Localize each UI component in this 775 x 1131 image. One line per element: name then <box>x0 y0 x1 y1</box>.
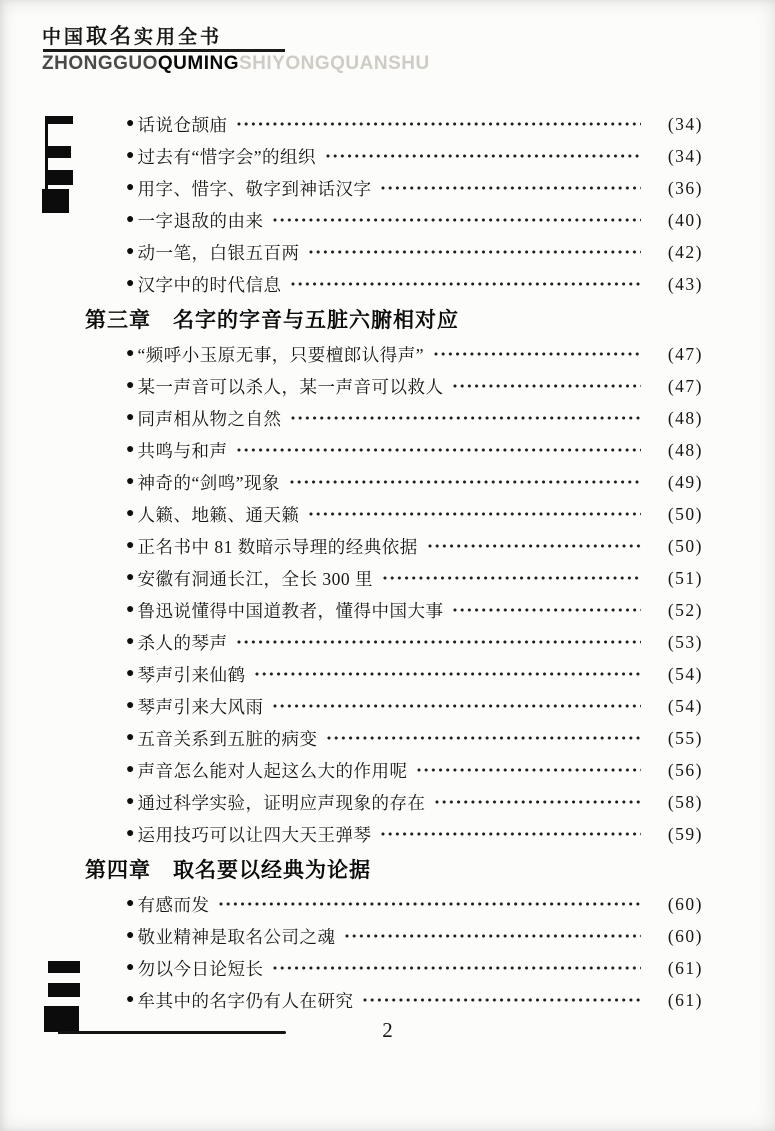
toc-page-number: (47) <box>667 375 703 396</box>
toc-chapter-row <box>0 300 775 338</box>
toc-entry-row <box>0 818 775 850</box>
toc-entry-title: 人籁、地籁、通天籁 <box>137 504 300 525</box>
toc-page-number: (60) <box>667 893 703 914</box>
bullet-icon: ● <box>126 666 135 681</box>
toc-entry-title: 五音关系到五脏的病变 <box>137 728 318 749</box>
toc-entry-title: 运用技巧可以让四大天王弹琴 <box>137 824 372 845</box>
toc-page-number: (58) <box>667 791 703 812</box>
toc-entry-title: 有感而发 <box>137 894 210 915</box>
toc-page-number: (50) <box>667 535 703 556</box>
toc-entry-title: 敬业精神是取名公司之魂 <box>137 926 336 947</box>
toc-entry-row <box>0 466 775 498</box>
toc-entry-row <box>0 204 775 236</box>
toc-page-number: (60) <box>667 925 703 946</box>
table-of-contents <box>0 108 775 1016</box>
bullet-icon: ● <box>126 826 135 841</box>
dotted-leader <box>434 352 641 356</box>
toc-page-number: (49) <box>667 471 703 492</box>
print-mark-dash <box>48 983 80 997</box>
toc-entry-title: 通过科学实验，证明应声现象的存在 <box>137 792 426 813</box>
bullet-icon: ● <box>126 730 135 745</box>
bullet-icon: ● <box>126 762 135 777</box>
toc-entry-title: 某一声音可以杀人，某一声音可以救人 <box>137 376 444 397</box>
book-title <box>42 20 742 50</box>
bullet-icon: ● <box>126 180 135 195</box>
toc-entry-title: 安徽有洞通长江，全长 300 里 <box>137 568 373 589</box>
toc-entry-title: 共鸣与和声 <box>137 440 228 461</box>
dotted-leader <box>273 966 641 970</box>
dotted-leader <box>363 998 641 1002</box>
pinyin-watermark <box>42 53 430 75</box>
bullet-icon: ● <box>126 244 135 259</box>
book-title-suffix: 实用全书 <box>134 27 223 48</box>
print-mark-dash <box>48 961 80 973</box>
bullet-icon: ● <box>126 410 135 425</box>
toc-page-number: (59) <box>667 823 703 844</box>
toc-entry-row <box>0 370 775 402</box>
toc-entry-row <box>0 530 775 562</box>
dotted-leader <box>381 186 641 190</box>
toc-entry-row <box>0 562 775 594</box>
toc-entry-row <box>0 754 775 786</box>
bullet-icon: ● <box>126 992 135 1007</box>
toc-page-number: (48) <box>667 439 703 460</box>
bullet-icon: ● <box>126 634 135 649</box>
dotted-leader <box>255 672 641 676</box>
bullet-icon: ● <box>126 474 135 489</box>
dotted-leader <box>219 902 641 906</box>
toc-entry-row <box>0 888 775 920</box>
toc-page-number: (50) <box>667 503 703 524</box>
watermark-tail: SHIYONGQUANSHU <box>239 53 430 74</box>
bullet-icon: ● <box>126 698 135 713</box>
toc-page-number: (52) <box>667 599 703 620</box>
toc-page-number: (43) <box>667 273 703 294</box>
toc-page-number: (54) <box>667 663 703 684</box>
toc-page-number: (54) <box>667 695 703 716</box>
toc-chapter-title: 第四章 取名要以经典为论据 <box>85 859 371 882</box>
dotted-leader <box>291 282 641 286</box>
dotted-leader <box>417 768 641 772</box>
toc-entry-row <box>0 338 775 370</box>
dotted-leader <box>453 608 641 612</box>
toc-chapter-row <box>0 850 775 888</box>
dotted-leader <box>237 640 641 644</box>
dotted-leader <box>435 800 641 804</box>
toc-entry-row <box>0 626 775 658</box>
toc-entry-row <box>0 658 775 690</box>
bullet-icon: ● <box>126 538 135 553</box>
toc-entry-title: 神奇的“剑鸣”现象 <box>137 472 281 493</box>
dotted-leader <box>309 250 641 254</box>
dotted-leader <box>273 218 641 222</box>
toc-entry-row <box>0 722 775 754</box>
bullet-icon: ● <box>126 442 135 457</box>
bullet-icon: ● <box>126 896 135 911</box>
toc-entry-row <box>0 434 775 466</box>
toc-page-number: (51) <box>667 567 703 588</box>
toc-entry-title: 杀人的琴声 <box>137 632 228 653</box>
toc-entry-row <box>0 268 775 300</box>
toc-page-number: (34) <box>667 145 703 166</box>
toc-page-number: (55) <box>667 727 703 748</box>
toc-entry-title: 用字、惜字、敬字到神话汉字 <box>137 178 372 199</box>
dotted-leader <box>327 736 641 740</box>
toc-chapter-title: 第三章 名字的字音与五脏六腑相对应 <box>85 309 459 332</box>
toc-entry-title: 话说仓颉庙 <box>137 114 228 135</box>
bullet-icon: ● <box>126 148 135 163</box>
toc-page-number: (42) <box>667 241 703 262</box>
toc-entry-title: 声音怎么能对人起这么大的作用呢 <box>137 760 408 781</box>
toc-entry-title: 正名书中 81 数暗示导理的经典依据 <box>137 536 418 557</box>
toc-page-number: (61) <box>667 989 703 1010</box>
dotted-leader <box>291 416 641 420</box>
bullet-icon: ● <box>126 506 135 521</box>
bullet-icon: ● <box>126 276 135 291</box>
toc-entry-title: 勿以今日论短长 <box>137 958 264 979</box>
toc-entry-title: 一字退敌的由来 <box>137 210 264 231</box>
toc-entry-title: 同声相从物之自然 <box>137 408 282 429</box>
dotted-leader <box>290 480 641 484</box>
toc-entry-title: 鲁迅说懂得中国道教者，懂得中国大事 <box>137 600 444 621</box>
dotted-leader <box>237 122 641 126</box>
bullet-icon: ● <box>126 960 135 975</box>
dotted-leader <box>273 704 641 708</box>
toc-entry-row <box>0 786 775 818</box>
dotted-leader <box>453 384 641 388</box>
toc-page-number: (36) <box>667 177 703 198</box>
dotted-leader <box>383 576 641 580</box>
toc-entry-title: 汉字中的时代信息 <box>137 274 282 295</box>
bullet-icon: ● <box>126 116 135 131</box>
dotted-leader <box>381 832 641 836</box>
dotted-leader <box>428 544 641 548</box>
toc-entry-row <box>0 984 775 1016</box>
dotted-leader <box>237 448 641 452</box>
toc-entry-row <box>0 140 775 172</box>
book-title-prefix: 中国 <box>42 27 87 48</box>
bullet-icon: ● <box>126 378 135 393</box>
watermark-main: QUMING <box>157 53 239 74</box>
toc-entry-title: 牟其中的名字仍有人在研究 <box>137 990 354 1011</box>
toc-page-number: (48) <box>667 407 703 428</box>
dotted-leader <box>326 154 641 158</box>
bullet-icon: ● <box>126 602 135 617</box>
bullet-icon: ● <box>126 794 135 809</box>
page-header <box>42 20 742 74</box>
toc-entry-row <box>0 172 775 204</box>
toc-entry-title: 琴声引来大风雨 <box>137 696 264 717</box>
toc-page-number: (34) <box>667 113 703 134</box>
page-number: 2 <box>382 1018 393 1042</box>
toc-entry-row <box>0 594 775 626</box>
toc-entry-title: 琴声引来仙鹤 <box>137 664 246 685</box>
bullet-icon: ● <box>126 928 135 943</box>
toc-page-number: (47) <box>667 343 703 364</box>
toc-entry-row <box>0 920 775 952</box>
toc-entry-row <box>0 952 775 984</box>
bullet-icon: ● <box>126 346 135 361</box>
toc-entry-row <box>0 690 775 722</box>
toc-page-number: (56) <box>667 759 703 780</box>
dotted-leader <box>309 512 641 516</box>
toc-entry-row <box>0 402 775 434</box>
bullet-icon: ● <box>126 570 135 585</box>
toc-entry-title: 动一笔，白银五百两 <box>137 242 300 263</box>
toc-page-number: (40) <box>667 209 703 230</box>
toc-entry-row <box>0 498 775 530</box>
watermark-prefix: ZHONGGUO <box>42 53 158 74</box>
bullet-icon: ● <box>126 212 135 227</box>
toc-entry-title: “频呼小玉原无事，只要檀郎认得声” <box>137 344 425 365</box>
book-title-emphasis: 取名 <box>86 24 135 48</box>
toc-entry-title: 过去有“惜字会”的组织 <box>137 146 317 167</box>
toc-entry-row <box>0 236 775 268</box>
toc-entry-row <box>0 108 775 140</box>
title-underline <box>43 49 285 52</box>
toc-page-number: (53) <box>667 631 703 652</box>
dotted-leader <box>345 934 641 938</box>
toc-page-number: (61) <box>667 957 703 978</box>
